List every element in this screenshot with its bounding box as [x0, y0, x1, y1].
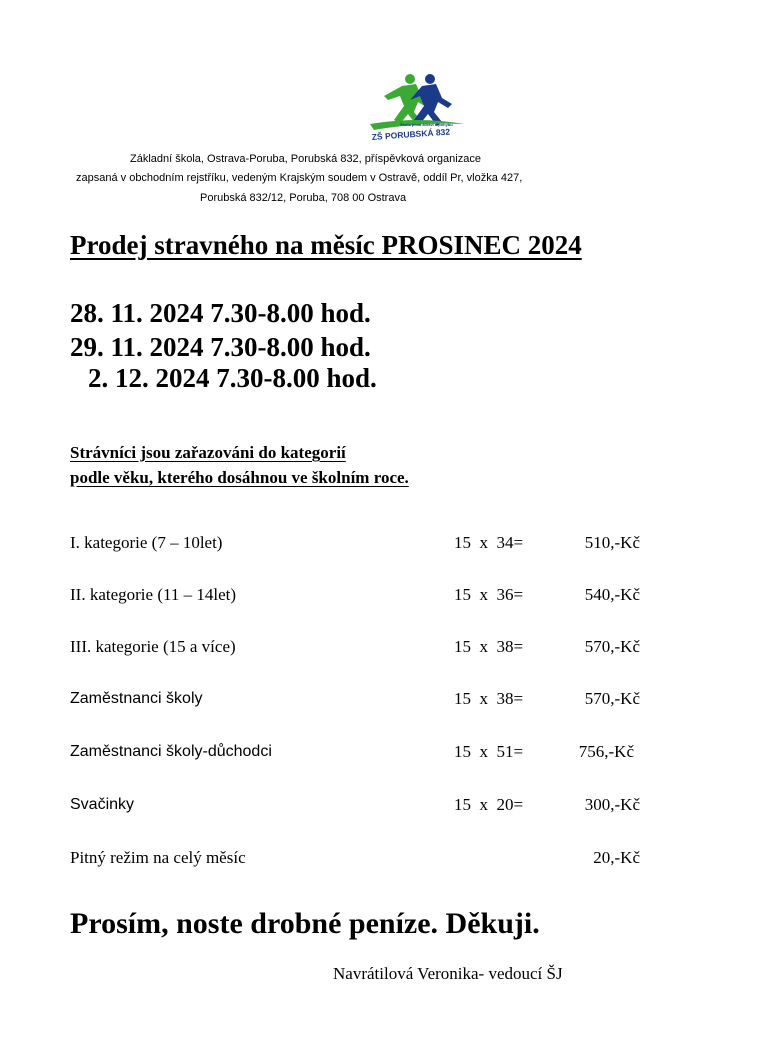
price-value: 570,-Kč	[584, 637, 640, 656]
closing-plea: Prosím, noste drobné peníze. Děkuji.	[70, 907, 540, 940]
price-value: 510,-Kč	[584, 533, 640, 552]
intro-line-1: Strávníci jsou zařazováni do kategorií	[70, 443, 346, 462]
price-row	[0, 585, 768, 609]
price-calc: 15 x 38=	[454, 637, 524, 656]
header-line-3: Porubská 832/12, Poruba, 708 00 Ostrava	[200, 192, 407, 204]
price-row	[0, 795, 768, 819]
category-label: Zaměstnanci školy	[70, 690, 203, 707]
logo-name: ZŠ PORUBSKÁ 832	[371, 126, 451, 142]
category-label: I. kategorie (7 – 10let)	[70, 533, 223, 552]
price-value: 540,-Kč	[584, 585, 640, 604]
sale-date-2: 29. 11. 2024 7.30-8.00 hod.	[70, 332, 371, 362]
category-label: III. kategorie (15 a více)	[70, 637, 236, 656]
category-label: Zaměstnanci školy-důchodci	[70, 743, 272, 760]
page-title: Prodej stravného na měsíc PROSINEC 2024	[70, 230, 582, 260]
price-row	[0, 637, 768, 661]
intro-line-2: podle věku, kterého dosáhnou ve školním roce.	[70, 468, 409, 487]
category-label: II. kategorie (11 – 14let)	[70, 585, 236, 604]
price-row	[0, 689, 768, 713]
price-calc: 15 x 51=	[454, 742, 524, 761]
price-row	[0, 742, 768, 766]
header-line-1: Základní škola, Ostrava-Poruba, Porubská 832, příspěvková organizace	[130, 153, 481, 165]
price-value: 300,-Kč	[584, 795, 640, 814]
price-row	[0, 848, 768, 872]
sale-date-3: 2. 12. 2024 7.30-8.00 hod.	[88, 363, 377, 393]
runners-logo-icon	[364, 72, 472, 148]
school-logo	[364, 72, 472, 148]
category-label: Svačinky	[70, 796, 135, 813]
price-value: 756,-Kč	[578, 742, 634, 761]
logo-tagline: Škola pená zdraví a pohybu	[400, 122, 453, 127]
price-value: 20,-Kč	[593, 848, 640, 867]
price-calc: 15 x 38=	[454, 689, 524, 708]
price-calc: 15 x 36=	[454, 585, 524, 604]
category-label: Pitný režim na celý měsíc	[70, 848, 246, 867]
sale-date-1: 28. 11. 2024 7.30-8.00 hod.	[70, 298, 371, 328]
price-calc: 15 x 20=	[454, 795, 524, 814]
price-row	[0, 533, 768, 557]
price-calc: 15 x 34=	[454, 533, 524, 552]
signature: Navrátilová Veronika- vedoucí ŠJ	[333, 964, 563, 983]
header-line-2: zapsaná v obchodním rejstříku, vedeným Krajským soudem v Ostravě, oddíl Pr, vložka 427,	[76, 172, 523, 184]
price-value: 570,-Kč	[584, 689, 640, 708]
